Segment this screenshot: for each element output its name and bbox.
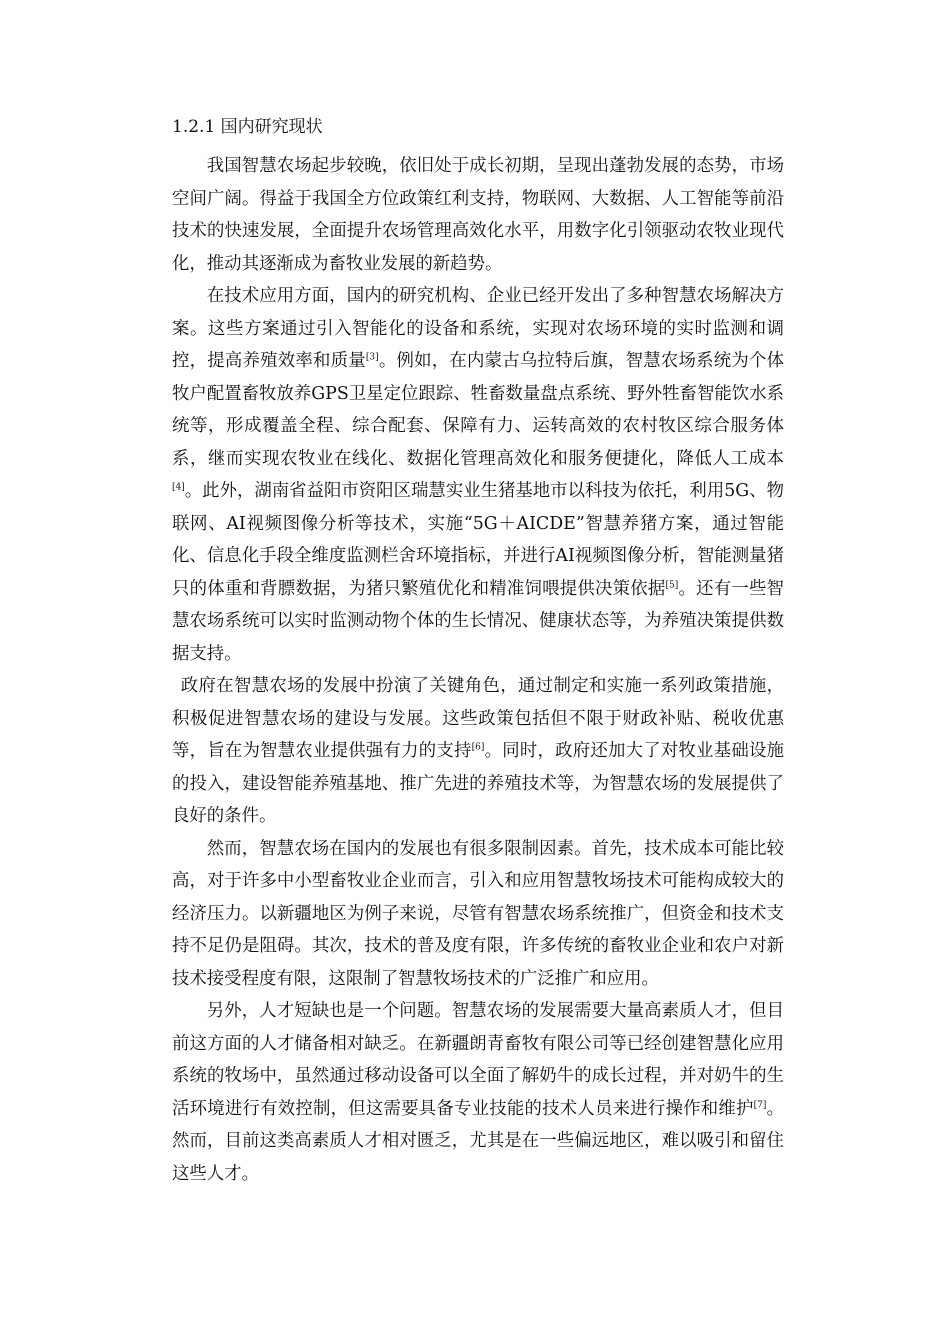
citation-ref: [5] — [665, 580, 679, 591]
citation-ref: [3] — [365, 352, 379, 363]
paragraph-text: 。此外，湖南省益阳市资阳区瑞慧实业生猪基地市以科技为依托，利用5G、物联网、AI视频图像分析等技术，实施“5G＋AICDE”智慧养猪方案，通过智能化、信息化手段全维度监测栏舍环境指标，并进行AI视频图像分析，智能测量猪只的体重和背膘数据，为猪只繁殖优化和精准饲喂提供决策依据 — [172, 481, 784, 599]
citation-ref: [7] — [753, 1100, 767, 1111]
paragraph-text: 。然而，目前这类高素质人才相对匮乏，尤其是在一些偏远地区，难以吸引和留住这些人才。 — [172, 1098, 784, 1184]
paragraph-text: 然而，智慧农场在国内的发展也有很多限制因素。首先，技术成本可能比较高，对于许多中小型畜牧业企业而言，引入和应用智慧牧场技术可能构成较大的经济压力。以新疆地区为例子来说，尽管有智慧农场系统推广，但资金和技术支持不足仍是阻碍。其次，技术的普及度有限，许多传统的畜牧业企业和农户对新技术接受程度有限，这限制了智慧牧场技术的广泛推广和应用。 — [172, 838, 784, 989]
paragraph-overview — [172, 150, 784, 280]
paragraph-text: 。例如，在内蒙古乌拉特后旗，智慧农场系统为个体牧户配置畜牧放养GPS卫星定位跟踪、牲畜数量盘点系统、野外牲畜智能饮水系统等，形成覆盖全程、综合配套、保障有力、运转高效的农村牧区综合服务体系，继而实现农牧业在线化、数据化管理高效化和服务便捷化，降低人工成本 — [172, 351, 784, 469]
paragraph-text: 。还有一些智慧农场系统可以实时监测动物个体的生长情况、健康状态等，为养殖决策提供数据支持。 — [172, 578, 784, 664]
citation-ref: [4] — [172, 482, 185, 493]
paragraph-text: 政府在智慧农场的发展中扮演了关键角色，通过制定和实施一系列政策措施，积极促进智慧农场的建设与发展。这些政策包括但不限于财政补贴、税收优惠等，旨在为智慧农业提供强有力的支持 — [172, 676, 784, 761]
citation-ref: [6] — [471, 742, 485, 753]
paragraph-limitations — [172, 833, 784, 996]
paragraph-text: 在技术应用方面，国内的研究机构、企业已经开发出了多种智慧农场解决方案。这些方案通过引入智能化的设备和系统，实现对农场环境的实时监测和调控，提高养殖效率和质量 — [172, 286, 784, 371]
section-heading: 1.2.1 国内研究现状 — [172, 117, 323, 137]
paragraph-government — [172, 670, 784, 833]
paragraph-text: 我国智慧农场起步较晚，依旧处于成长初期，呈现出蓬勃发展的态势，市场空间广阔。得益于我国全方位政策红利支持，物联网、大数据、人工智能等前沿技术的快速发展，全面提升农场管理高效化水平，用数字化引领驱动农牧业现代化，推动其逐渐成为畜牧业发展的新趋势。 — [172, 156, 784, 274]
paragraph-text: 。同时，政府还加大了对牧业基础设施的投入，建设智能养殖基地、推广先进的养殖技术等，为智慧农场的发展提供了良好的条件。 — [172, 741, 784, 826]
paragraph-text: 另外，人才短缺也是一个问题。智慧农场的发展需要大量高素质人才，但目前这方面的人才储备相对缺乏。在新疆朗青畜牧有限公司等已经创建智慧化应用系统的牧场中，虽然通过移动设备可以全面了解奶牛的成长过程，并对奶牛的生活环境进行有效控制，但这需要具备专业技能的技术人员来进行操作和维护 — [172, 1001, 784, 1119]
document-body — [172, 114, 784, 1190]
paragraph-talent — [172, 995, 784, 1190]
paragraph-technology — [172, 280, 784, 670]
